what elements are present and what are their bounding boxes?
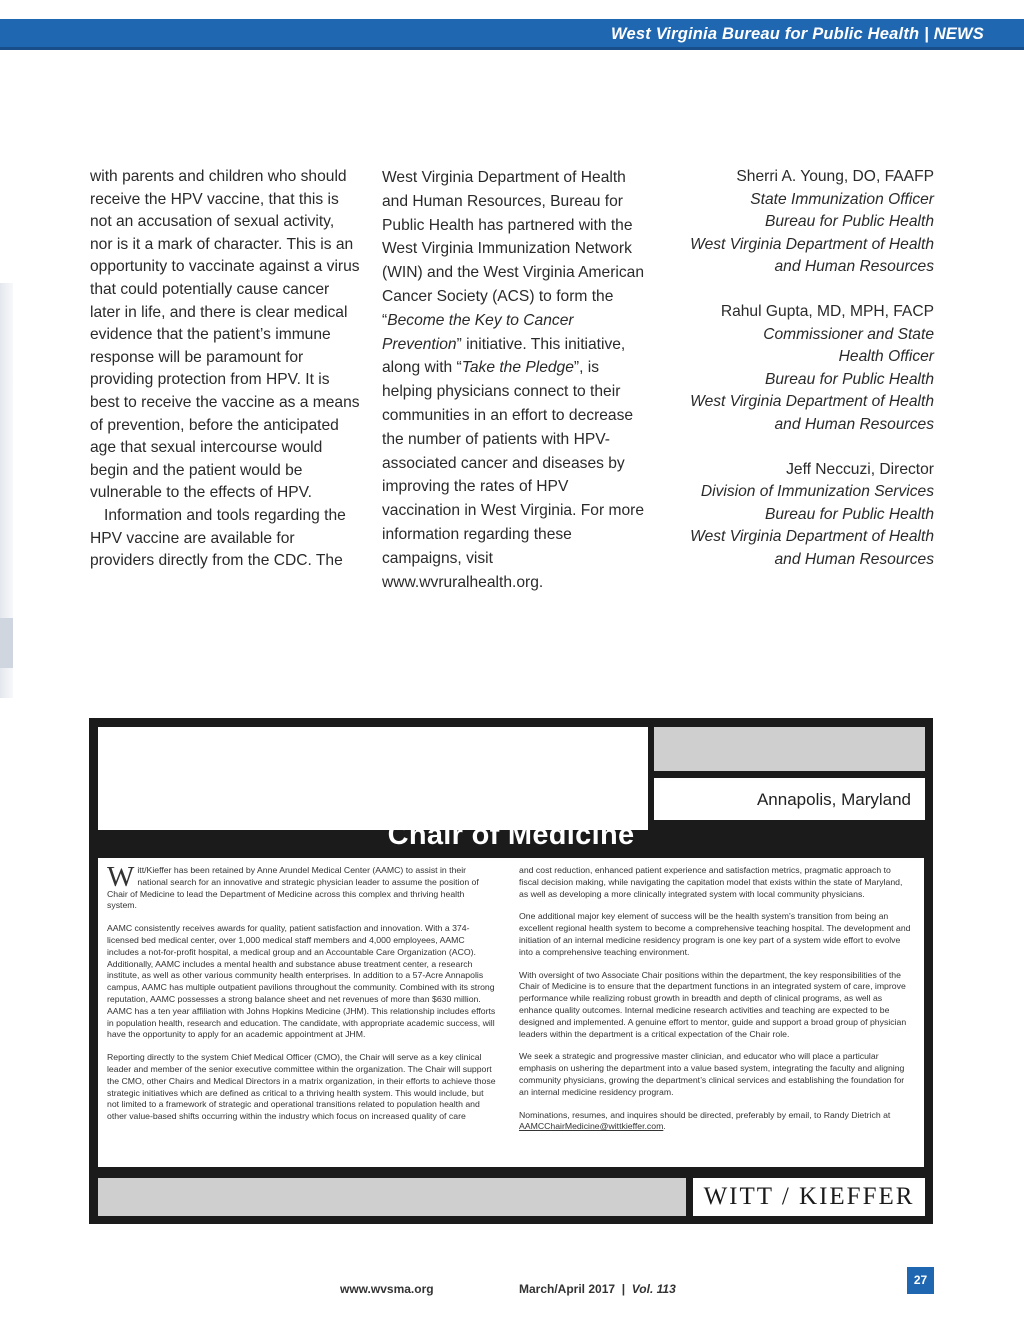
signature-role: Health Officer <box>838 348 934 366</box>
text-run: itt/Kieffer has been retained by Anne Arundel Medical Center (AAMC) to assist in their national search for an innovative and strategic physician leader to assume the position of Chair of Medicine to lead the Department of Medicine across this complex and thriving health system. <box>107 865 479 911</box>
ad-paragraph: We seek a strategic and progressive master clinician, and educator who will place a particular emphasis on ushering the department into a value based system, integrating the faculty and aligning community physicians, growing the department’s clinical services and establishing the foundation for an internal medicine residency program. <box>519 1051 905 1097</box>
text-run: West Virginia Department of Health and Human Resources, Bureau for Public Health has partnered with the West Virginia Immunization Network (WIN) and the West Virginia American Cancer Society (ACS) to form the “ <box>382 169 645 329</box>
text-run: ”, is helping physicians connect to their communities in an effort to decrease the number of patients with HPV-associated cancer and diseases by improving the rates of HPV vaccination in West Virginia. For more information regarding these campaigns, visit www.wvruralhealth.org. <box>382 359 645 591</box>
signature-name: Rahul Gupta, MD, MPH, FACP <box>720 302 934 320</box>
drop-cap: W <box>107 861 135 893</box>
signature-role: and Human Resources <box>774 415 934 433</box>
footer-issue <box>519 1282 676 1296</box>
ad-paragraph: With oversight of two Associate Chair positions within the department, the key responsibilities of the Chair of Medicine is to ensure that the department functions in an integrated system of care, improve performance while realizing robust growth in breadth and depth of clinical programs, as well as enhance quality outcomes. Internal medicine research activities and teaching are expected to be designed and implemented. A genuine effort to mentor, guide and support a broad group of physician leaders within the department is a critical expectation of the Chair role. <box>519 969 907 1039</box>
ad-paragraph: One additional major key element of success will be the health system’s transition from being an excellent regional health system to become a comprehensive teaching hospital. The development and initiation of an internal medicine residency program is one key part of a system wide effort to evolve into a comprehensive teaching environment. <box>519 911 911 957</box>
ad-body <box>98 858 924 1167</box>
signature-name: Sherri A. Young, DO, FAAFP <box>736 168 934 185</box>
job-advertisement <box>89 718 933 1224</box>
signature-role: Bureau for Public Health <box>764 370 934 388</box>
signature-block <box>660 301 934 437</box>
signature-role: and Human Resources <box>774 258 934 276</box>
page-number: 27 <box>907 1267 934 1294</box>
signature-role: Bureau for Public Health <box>764 213 934 231</box>
ad-paragraph <box>107 861 496 912</box>
text-run: . <box>663 1121 666 1132</box>
article-column-2 <box>382 166 647 594</box>
text-run: ” initiative. This initiative, along with “ <box>382 335 626 377</box>
footer-url[interactable]: www.wvsma.org <box>340 1282 434 1296</box>
text-run: Nominations, resumes, and inquires should be directed, preferably by email, to Randy Dietrich at <box>519 1109 891 1120</box>
signature-role: and Human Resources <box>774 550 934 568</box>
ad-gray-panel <box>654 727 925 771</box>
signature-role: Bureau for Public Health <box>764 505 934 523</box>
ad-location: Annapolis, Maryland <box>654 778 925 820</box>
header-bar <box>0 19 1024 50</box>
issue-volume: Vol. 113 <box>631 1282 676 1296</box>
header-title: West Virginia Bureau for Public Health | NEWS <box>610 25 984 43</box>
ad-body-right <box>519 865 911 1144</box>
signature-column <box>660 166 934 582</box>
ad-paragraph <box>519 1110 911 1134</box>
article-column-1 <box>90 166 360 573</box>
signature-role: State Immunization Officer <box>750 190 934 208</box>
left-edge-decoration <box>0 283 13 698</box>
signature-role: Commissioner and State <box>763 325 934 343</box>
ad-paragraph: and cost reduction, enhanced patient experience and satisfaction metrics, pragmatic approach to fiscal decision making, while navigating the capitation model that exists within the state of Maryland, as well as developing a more clinically integrated system with local community physicians. <box>519 865 903 899</box>
signature-role: Division of Immunization Services <box>700 483 934 501</box>
witt-kieffer-logo: WITT / KIEFFER <box>693 1178 925 1216</box>
ad-footer-panel <box>98 1178 686 1216</box>
signature-name: Jeff Neccuzi, Director <box>786 460 934 478</box>
left-edge-blot <box>0 618 13 668</box>
ad-paragraph: Reporting directly to the system Chief Medical Officer (CMO), the Chair will serve as a key clinical leader and member of the senior executive committee within the organization. The Chair will support the CMO, other Chairs and Medical Directors in a matrix organization, in their efforts to achieve those strategic initiatives which are defined as critical to a thriving health system. This would include, but not limited to a framework of strategic and operational transitions related to population health and other value-based shifts occurring within the industry which focus on increased quality of care <box>107 1052 496 1122</box>
campaign-name: Become the Key to Cancer Prevention <box>382 311 574 353</box>
ad-header-panel <box>98 727 648 830</box>
signature-role: West Virginia Department of Health <box>690 235 934 253</box>
signature-block <box>660 166 934 279</box>
article-paragraph <box>382 166 647 594</box>
ad-paragraph: AAMC consistently receives awards for quality, patient satisfaction and innovation. With a 374-licensed bed medical center, over 1,000 medical staff members and 4,000 employees, AAMC includes a not-for-profit hospital, a medical group and an Accountable Care Organization (ACO). Additionally, AAMC includes a mental health and substance abuse treatment center, a research institute, as well as other various community health enterprises. In addition to a 57-Acre Annapolis campus, AAMC has multiple outpatient pavilions throughout the community. Combined with its strong reputation, AAMC possesses a strong balance sheet and net revenues of more than $630 million. AAMC has a ten year affiliation with Johns Hopkins Medicine (JHM). This relationship includes efforts in population health, research and education. The candidate, with appropriate academic success, will have the opportunity to apply for an academic appointment at JHM. <box>107 923 496 1040</box>
article-paragraph: Information and tools regarding the HPV vaccine are available for providers directly from the CDC. The <box>90 506 346 570</box>
signature-role: West Virginia Department of Health <box>690 528 934 546</box>
signature-role: West Virginia Department of Health <box>690 393 934 411</box>
campaign-name: Take the Pledge <box>461 359 574 377</box>
email-link[interactable]: AAMCChairMedicine@wittkieffer.com <box>519 1121 664 1132</box>
ad-title: Chair of Medicine <box>387 819 635 851</box>
ad-body-left <box>107 861 496 1134</box>
issue-date: March/April 2017 | <box>519 1282 632 1296</box>
article-paragraph: with parents and children who should receive the HPV vaccine, that this is not an accusation of sexual activity, nor is it a mark of character. This is an opportunity to vaccinate against a virus that could potentially cause cancer later in life, and there is clear medical evidence that the patient’s immune response will be paramount for providing protection from HPV. It is best to receive the vaccine as a means of prevention, before the anticipated age that sexual intercourse would begin and the patient would be vulnerable to the effects of HPV. <box>90 168 360 502</box>
signature-block <box>660 459 934 572</box>
